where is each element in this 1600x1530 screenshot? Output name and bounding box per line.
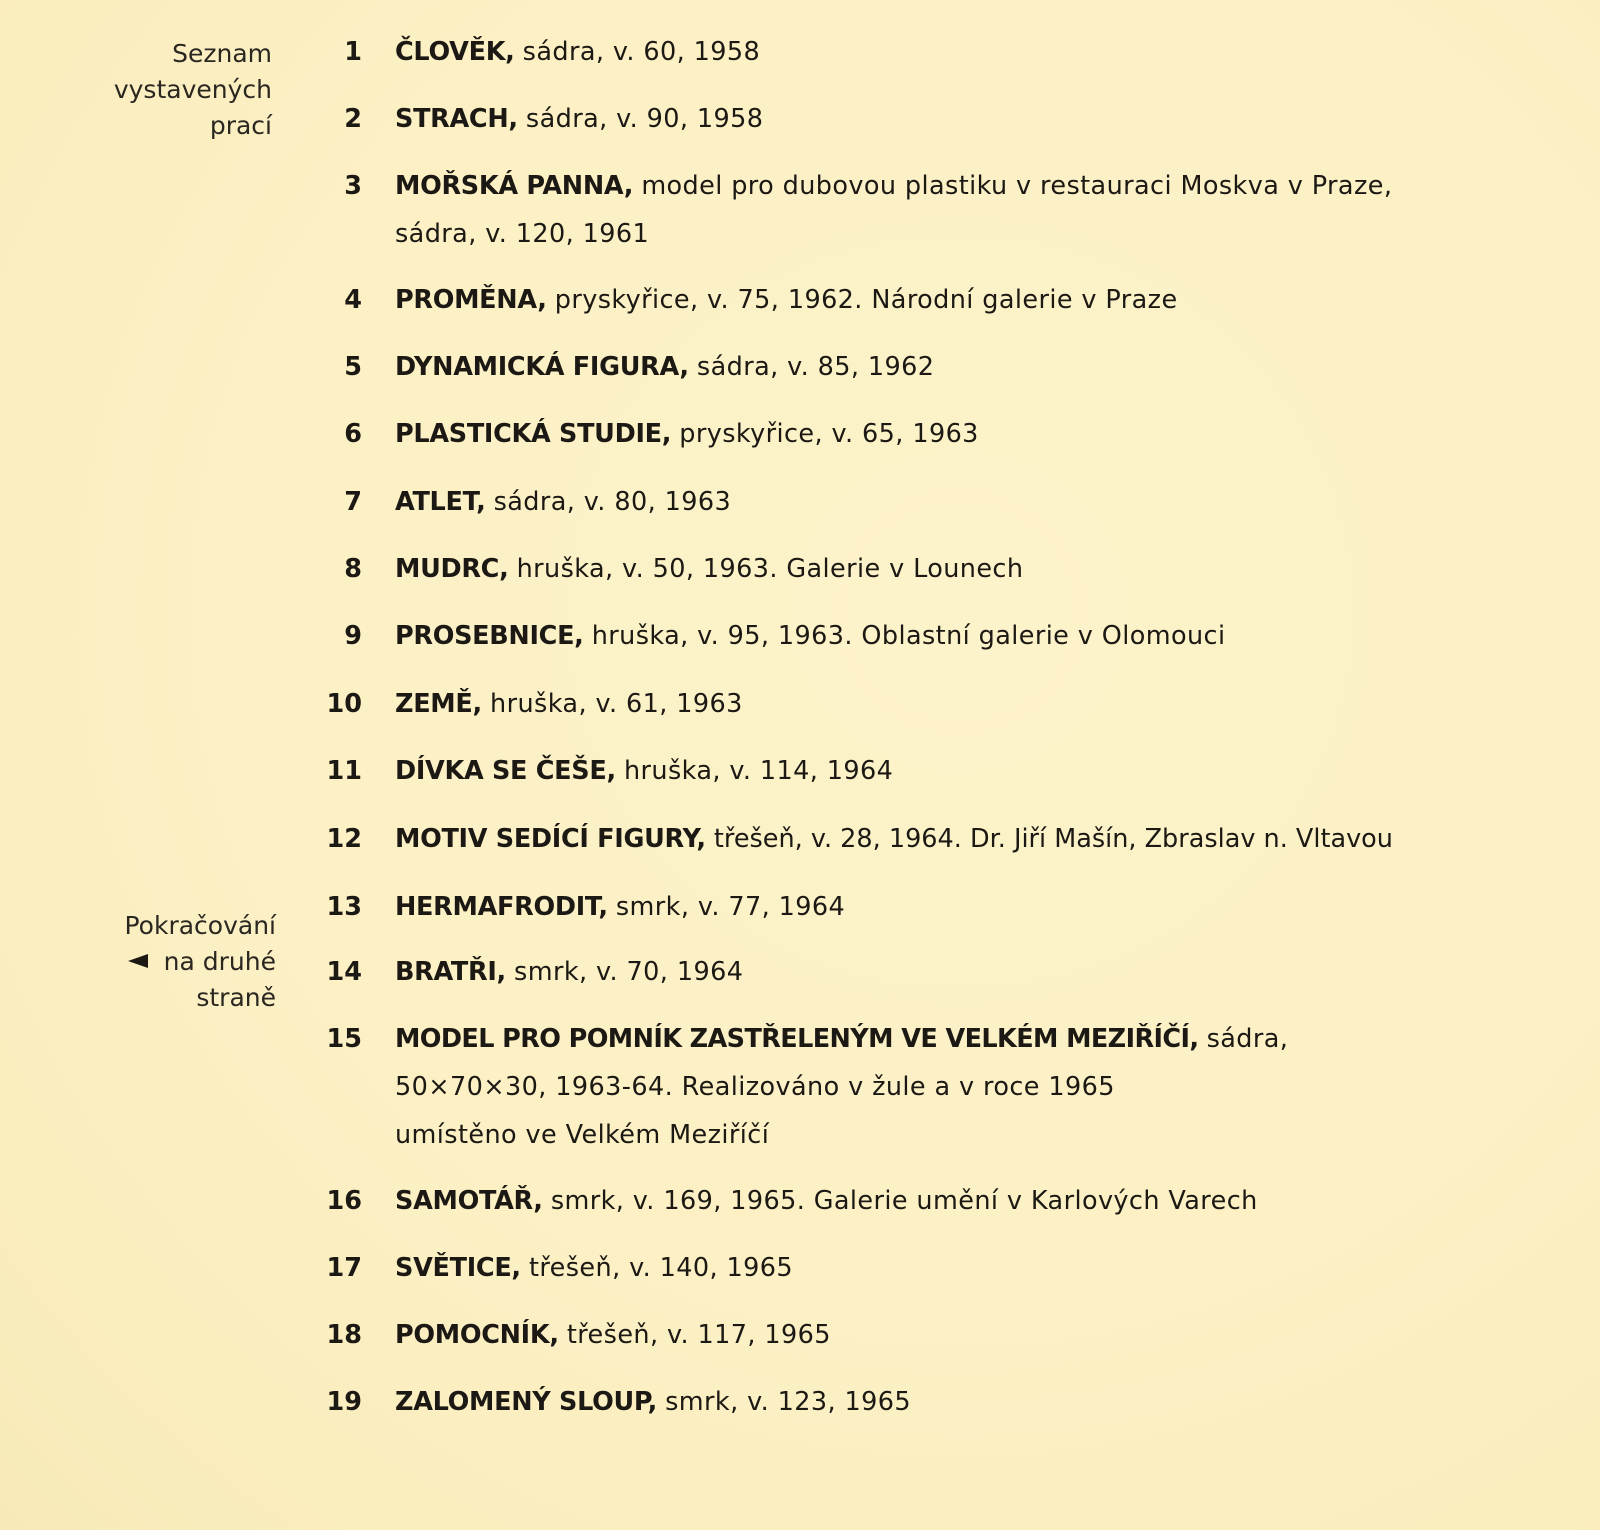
item-number: 4 bbox=[344, 285, 362, 315]
item-description-continued: sádra, v. 120, 1961 bbox=[395, 219, 650, 249]
item-title: MOŘSKÁ PANNA, bbox=[395, 171, 634, 201]
item-text bbox=[395, 747, 1450, 795]
item-text bbox=[395, 1015, 1450, 1159]
item-description-continued: umístěno ve Velkém Meziříčí bbox=[395, 1120, 770, 1150]
item-title: STRACH, bbox=[395, 104, 518, 134]
item-number: 16 bbox=[326, 1186, 362, 1216]
item-text bbox=[395, 612, 1450, 660]
item-title: DÍVKA SE ČEŠE, bbox=[395, 756, 616, 786]
item-description: hruška, v. 50, 1963. Galerie v Lounech bbox=[516, 554, 1024, 584]
left-arrow-icon bbox=[128, 954, 148, 968]
item-description: sádra, v. 60, 1958 bbox=[522, 37, 761, 67]
item-title: SVĚTICE, bbox=[395, 1253, 521, 1283]
item-title: PROSEBNICE, bbox=[395, 621, 584, 651]
item-description: sádra, v. 90, 1958 bbox=[525, 104, 764, 134]
continuation-note bbox=[124, 908, 276, 1016]
item-title: SAMOTÁŘ, bbox=[395, 1186, 543, 1216]
item-title: MODEL PRO POMNÍK ZASTŘELENÝM VE VELKÉM MEZIŘÍČÍ, bbox=[395, 1024, 1199, 1054]
item-text bbox=[395, 95, 1450, 143]
item-description: třešeň, v. 140, 1965 bbox=[528, 1253, 793, 1283]
item-number: 3 bbox=[344, 171, 362, 201]
item-description: smrk, v. 169, 1965. Galerie umění v Karlových Varech bbox=[550, 1186, 1258, 1216]
item-number: 1 bbox=[344, 37, 362, 67]
item-number: 2 bbox=[344, 104, 362, 134]
item-text bbox=[395, 1177, 1450, 1225]
item-text bbox=[395, 948, 1450, 996]
item-number: 14 bbox=[326, 957, 362, 987]
item-description: sádra, v. 85, 1962 bbox=[696, 352, 935, 382]
item-description: pryskyřice, v. 65, 1963 bbox=[679, 419, 979, 449]
continuation-line-with-arrow bbox=[124, 944, 276, 980]
item-number: 13 bbox=[326, 892, 362, 922]
item-title: POMOCNÍK, bbox=[395, 1320, 559, 1350]
item-description: třešeň, v. 117, 1965 bbox=[566, 1320, 831, 1350]
item-text bbox=[395, 815, 1450, 863]
item-text bbox=[395, 343, 1450, 391]
item-text bbox=[395, 883, 1450, 931]
item-number: 11 bbox=[326, 756, 362, 786]
item-number: 5 bbox=[344, 352, 362, 382]
continuation-line: straně bbox=[196, 983, 276, 1012]
continuation-line: na druhé bbox=[163, 947, 276, 976]
item-text bbox=[395, 478, 1450, 526]
item-description: smrk, v. 70, 1964 bbox=[514, 957, 744, 987]
item-description: model pro dubovou plastiku v restauraci Moskva v Praze, bbox=[641, 171, 1393, 201]
item-title: MOTIV SEDÍCÍ FIGURY, bbox=[395, 824, 706, 854]
item-number: 17 bbox=[326, 1253, 362, 1283]
item-text bbox=[395, 680, 1450, 728]
item-number: 19 bbox=[326, 1387, 362, 1417]
item-description: sádra, v. 80, 1963 bbox=[493, 487, 732, 517]
item-text bbox=[395, 1311, 1450, 1359]
item-description: sádra, bbox=[1206, 1024, 1289, 1054]
list-heading-line: vystavených bbox=[113, 75, 272, 104]
item-title: HERMAFRODIT, bbox=[395, 892, 608, 922]
item-text bbox=[395, 1244, 1450, 1292]
item-text bbox=[395, 28, 1450, 76]
item-description: smrk, v. 123, 1965 bbox=[665, 1387, 912, 1417]
item-description: smrk, v. 77, 1964 bbox=[615, 892, 846, 922]
item-title: ATLET, bbox=[395, 487, 486, 517]
item-description: pryskyřice, v. 75, 1962. Národní galerie v Praze bbox=[554, 285, 1178, 315]
item-text bbox=[395, 545, 1450, 593]
item-number: 12 bbox=[326, 824, 362, 854]
item-number: 15 bbox=[326, 1024, 362, 1054]
item-text bbox=[395, 276, 1450, 324]
item-text bbox=[395, 410, 1450, 458]
item-title: ZALOMENÝ SLOUP, bbox=[395, 1387, 658, 1417]
item-description: třešeň, v. 28, 1964. Dr. Jiří Mašín, Zbraslav n. Vltavou bbox=[713, 824, 1393, 854]
list-heading-line: Seznam bbox=[172, 39, 272, 68]
item-description: hruška, v. 95, 1963. Oblastní galerie v Olomouci bbox=[591, 621, 1226, 651]
item-description: hruška, v. 61, 1963 bbox=[490, 689, 743, 719]
item-title: PLASTICKÁ STUDIE, bbox=[395, 419, 672, 449]
item-number: 6 bbox=[344, 419, 362, 449]
item-title: DYNAMICKÁ FIGURA, bbox=[395, 352, 689, 382]
item-title: MUDRC, bbox=[395, 554, 509, 584]
item-text bbox=[395, 1378, 1450, 1426]
item-description: hruška, v. 114, 1964 bbox=[623, 756, 894, 786]
item-number: 10 bbox=[326, 689, 362, 719]
list-heading bbox=[114, 36, 272, 144]
item-title: PROMĚNA, bbox=[395, 285, 547, 315]
list-heading-line: prací bbox=[209, 111, 272, 140]
item-number: 18 bbox=[326, 1320, 362, 1350]
item-number: 7 bbox=[344, 487, 362, 517]
item-text bbox=[395, 162, 1450, 258]
item-number: 8 bbox=[344, 554, 362, 584]
continuation-line: Pokračování bbox=[124, 911, 276, 940]
item-description-continued: 50×70×30, 1963-64. Realizováno v žule a v roce 1965 bbox=[395, 1072, 1115, 1102]
item-title: ČLOVĚK, bbox=[395, 37, 515, 67]
item-title: BRATŘI, bbox=[395, 957, 506, 987]
item-number: 9 bbox=[344, 621, 362, 651]
item-title: ZEMĚ, bbox=[395, 689, 482, 719]
